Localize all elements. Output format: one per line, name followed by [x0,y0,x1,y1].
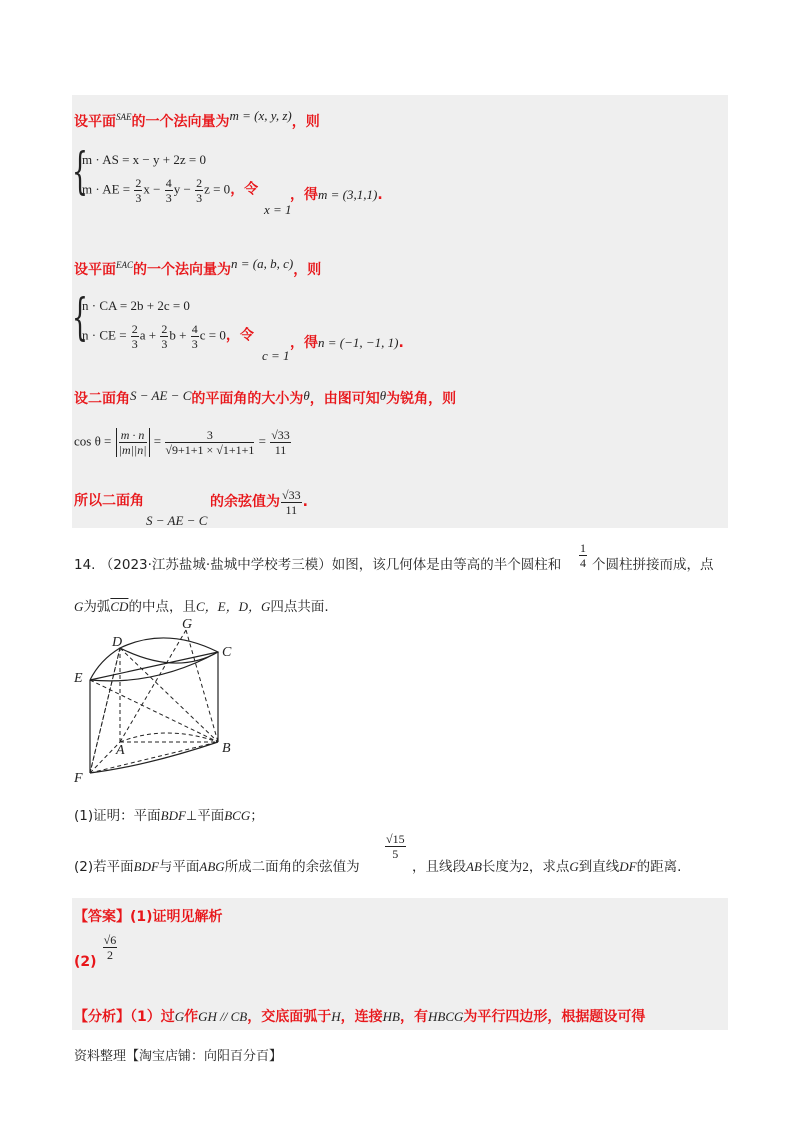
label-b: B [222,741,231,756]
result-n: ，得n = (−1, −1, 1). [290,335,404,351]
problem-14-line2: G为弧$\overline{CD}$的中点，且C，E，D，G四点共面. [74,599,329,615]
question-2-fraction: $\frac{√15}{5}$ [386,832,405,861]
conclusion-value: 的余弦值为 $\frac{√33}{11}$ . [210,488,308,517]
equation-n-ce: n · CE = $\frac{2}{3}$ a + $\frac{2}{3}$ b + $\frac{4}{3}$ c = 0，令 [82,322,254,351]
geometry-figure [66,616,246,786]
footer-text: 资料整理【淘宝店铺：向阳百分百】 [74,1049,283,1064]
let-x: x = 1 [264,202,292,217]
normal-vector-m-intro: 设平面$^{SAE}$的一个法向量为$^{m = (x, y, z)}$，则 [74,108,320,130]
question-2: (2)若平面BDF与平面ABG所成二面角的余弦值为 [74,859,360,875]
equation-n-ca: n · CA = 2b + 2c = 0 [82,298,190,313]
let-c: c = 1 [262,348,290,363]
label-d: D [112,635,123,650]
conclusion-line: 所以二面角 [74,493,144,509]
label-e: E [74,671,83,686]
result-m: ，得m = (3,1,1). [290,187,383,203]
problem-14-line1-end: 个圆柱拼接而成，点 [592,557,714,573]
label-g: G [182,617,193,632]
problem-14-fraction: $\frac{1}{4}$ [580,541,586,570]
equation-m-ae: m · AE = $\frac{2}{3}$ x − $\frac{4}{3}$ y − $\frac{2}{3}$ z = 0，令 [82,176,259,205]
answer-line-2: (2) $\frac{√6}{2}$ [74,933,117,970]
answer-line-1: 【答案】(1)证明见解析 [74,909,223,925]
conclusion-angle: S − AE − C [146,513,208,528]
cosine-formula: cos θ = $\frac{m \cdot n}{|m||n|}$ = $\frac{3}{√9+1+1 \times √1+1+1}$ = $\frac{√33}{11}$ [74,428,290,457]
label-a: A [116,743,125,758]
label-f: F [74,771,83,786]
label-c: C [222,645,232,660]
question-1: (1)证明：平面BDF⊥平面BCG； [74,808,264,824]
equation-m-as: m · AS = x − y + 2z = 0 [82,152,206,167]
system-brace: { [72,142,88,200]
problem-14-line1: 14. （2023·江苏盐城·盐城中学校考三模）如图，该几何体是由等高的半个圆柱和 [74,557,562,573]
analysis-line: 【分析】（1）过G作GH // CB，交底面弧于H，连接HB，有HBCG为平行四边形，根据题设可得 [74,1009,646,1025]
system-brace-2: { [72,288,88,346]
dihedral-angle-intro: 设二面角S − AE − C的平面角的大小为θ，由图可知θ为锐角，则 [74,388,457,407]
question-2-rest: ，且线段AB长度为2，求点G到直线DF的距离. [412,859,682,875]
normal-vector-n-intro: 设平面$^{EAC}$的一个法向量为$^{n = (a, b, c)}$，则 [74,256,322,278]
